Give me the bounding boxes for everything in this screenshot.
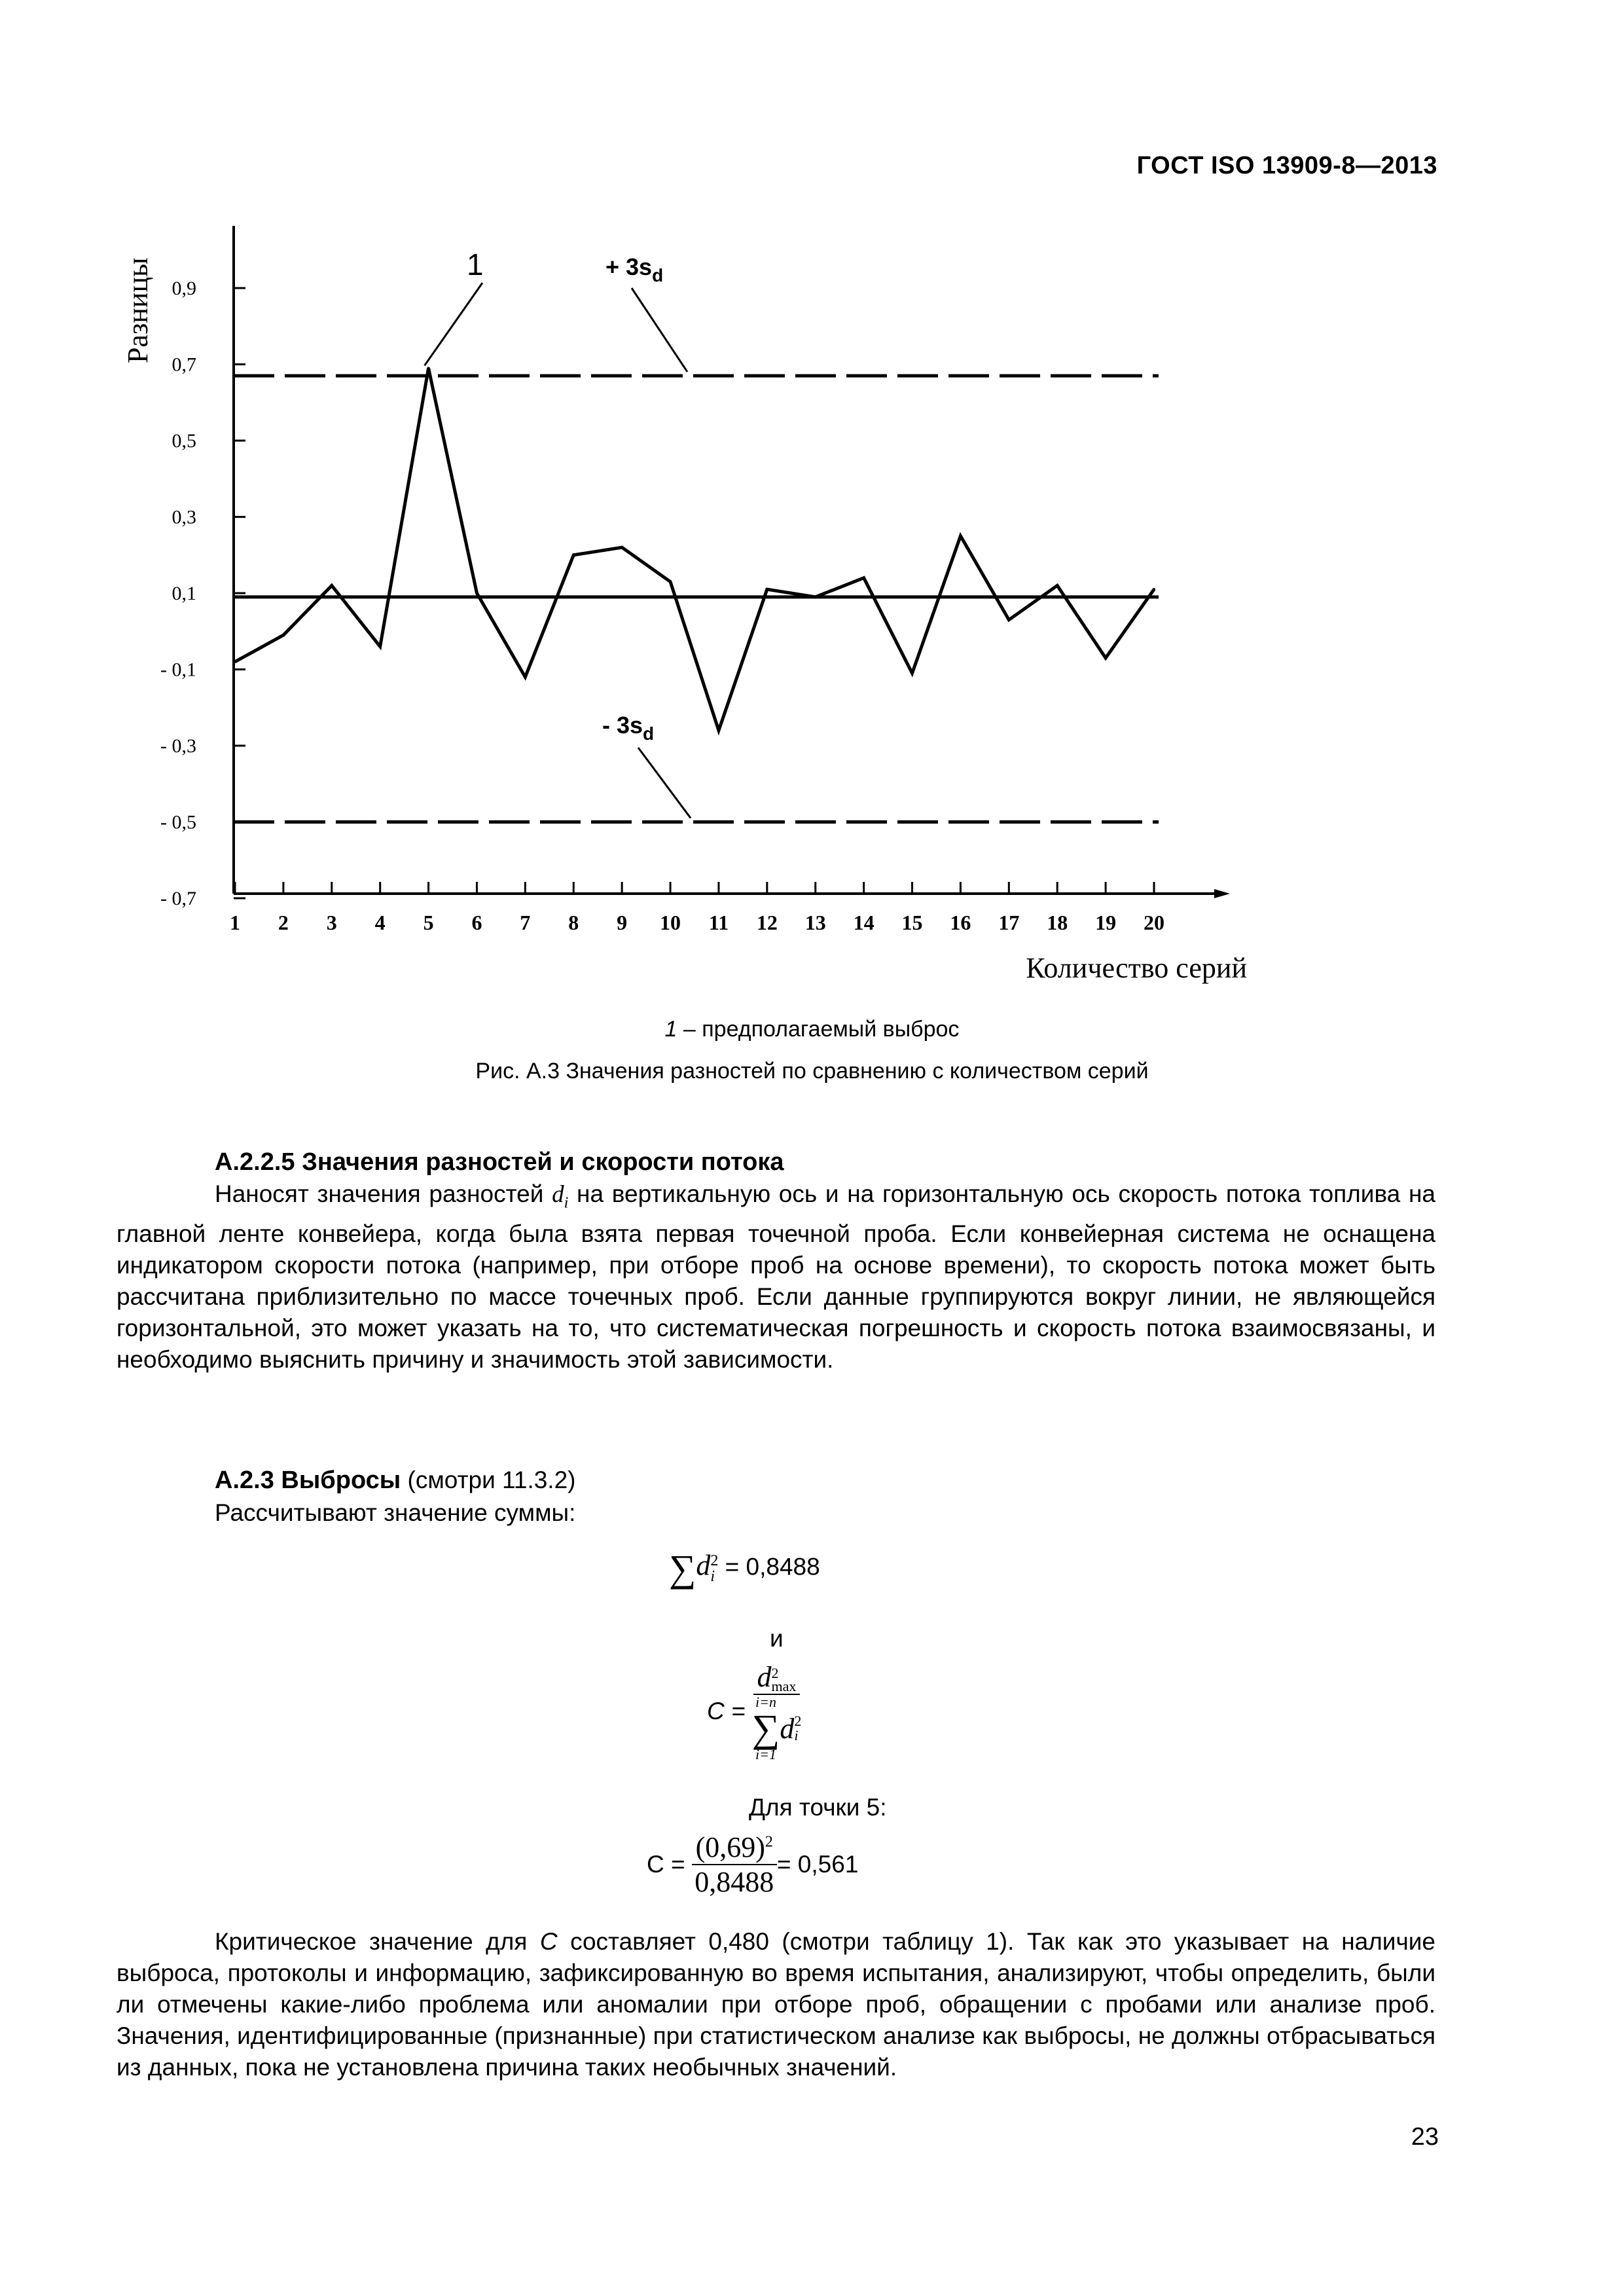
y-tick-label: 0,1 (171, 583, 196, 604)
x-tick-label: 14 (853, 911, 875, 934)
data-point (669, 581, 672, 583)
x-tick-label: 10 (660, 911, 681, 934)
x-tick-label: 8 (568, 911, 579, 934)
upper-limit-label: + $3s_d$ (605, 253, 664, 285)
y-tick-label: 0,3 (171, 506, 196, 528)
data-point (524, 676, 526, 678)
data-point (1007, 619, 1010, 621)
lower-limit-label: - $3s_d$ (602, 712, 655, 744)
data-point (475, 592, 478, 594)
point-label: Для точки 5: (749, 1794, 887, 1821)
figure-legend (0, 1017, 1624, 1042)
data-point (234, 661, 236, 663)
outlier-annotation-label: 1 (467, 247, 484, 282)
y-tick-label: - 0,3 (160, 735, 196, 757)
x-tick-label: 1 (230, 911, 240, 934)
x-axis-title: Количество серий (1026, 952, 1247, 984)
var-d: d (552, 1181, 564, 1208)
series-line (235, 368, 1154, 730)
section-a23-title: А.2.3 Выбросы (смотри 11.3.2) (215, 1467, 576, 1494)
legend-text: – предполагаемый выброс (677, 1017, 960, 1042)
x-tick-label: 9 (617, 911, 628, 934)
x-tick-label: 6 (471, 911, 482, 934)
data-point (766, 588, 768, 591)
upper-limit-leader (632, 288, 687, 372)
section-a225-paragraph: Наносят значения разностей $d_i$ на вертикальную ось и на горизонтальную ось скорость потока топлива на главной ленте конвейера, когда была взята первая точечной проба. Если конвейерная система не оснащена индикатором скорости потока (например, при отборе проб на основе времени), то скорость потока может быть рассчитана приблизительно по массе точечных проб. Если данные группируются вокруг линии, не являющейся горизонтальной, это может указать на то, что систематическая погрешность и скорость потока взаимосвязаны, и необходимо выяснить причину и значимость этой зависимости. (117, 1180, 1435, 1374)
c-formula: C = d 2 max i=n ∑ i=1 d 2 i (707, 1661, 802, 1762)
x-tick-label: 16 (950, 911, 971, 934)
data-point (331, 584, 333, 587)
data-point (1056, 584, 1058, 587)
c-point5-formula: С = $\frac{(0,69)^2}{0,8488}$ = 0,561 (647, 1831, 859, 1898)
and-word: и (770, 1625, 784, 1652)
y-axis-title: Разницы (122, 257, 154, 363)
x-tick-label: 5 (423, 911, 434, 934)
y-tick-label: 0,7 (171, 354, 196, 376)
var-c: C (539, 1928, 558, 1955)
figure-caption: Рис. А.3 Значения разностей по сравнению с количеством серий (475, 1059, 1149, 1084)
outlier-annotation-leader (425, 283, 482, 365)
x-tick-label: 3 (326, 911, 337, 934)
y-tick-label: - 0,7 (160, 888, 196, 909)
x-tick-label: 17 (998, 911, 1020, 934)
y-tick-label: 0,5 (171, 430, 196, 452)
data-point (863, 577, 865, 579)
x-tick-label: 20 (1144, 911, 1164, 934)
page-number: 23 (1411, 2123, 1439, 2151)
x-tick-label: 12 (756, 911, 778, 934)
x-tick-label: 13 (804, 911, 826, 934)
data-point (427, 367, 430, 369)
x-tick-label: 18 (1047, 911, 1068, 934)
data-point (621, 546, 623, 549)
critical-value-paragraph: Критическое значение для C составляет 0,480 (смотри таблицу 1). Так как это указывает на наличие выброса, протоколы и информацию, зафиксированную во время испытания, анализируют, чтобы определить, были ли отмечены какие-либо проблема или аномалии при отборе проб, обращении с пробами или анализе проб. Значения, идентифицированные (признанные) при статистическом анализе как выбросы, не должны отбрасываться из данных, пока не установлена причина таких необычных значений. (117, 1928, 1435, 2081)
legend-number: 1 (664, 1017, 677, 1042)
standard-header: ГОСТ ISO 13909-8—2013 (1136, 152, 1437, 179)
x-tick-label: 7 (520, 911, 531, 934)
sum-formula: ∑d 2 i = 0,8488 (669, 1547, 820, 1590)
data-point (1153, 588, 1155, 591)
x-tick-label: 4 (374, 911, 386, 934)
data-point (379, 646, 382, 648)
section-a225-title: А.2.2.5 Значения разностей и скорости потока (215, 1148, 784, 1176)
x-tick-label: 11 (708, 911, 729, 934)
x-tick-label: 15 (901, 911, 923, 934)
x-tick-label: 2 (278, 911, 289, 934)
data-point (911, 672, 914, 674)
data-point (282, 634, 285, 636)
x-axis-arrow (1214, 889, 1230, 898)
data-point (572, 554, 575, 556)
data-point (717, 729, 720, 732)
data-point (814, 596, 817, 598)
differences-chart (108, 216, 1260, 1002)
lower-limit-leader (638, 748, 691, 818)
section-a23-intro: Рассчитывают значение суммы: (215, 1499, 576, 1526)
x-tick-label: 19 (1095, 911, 1117, 934)
y-tick-label: - 0,1 (160, 659, 196, 681)
data-point (1104, 657, 1107, 659)
data-point (959, 535, 962, 538)
y-tick-label: - 0,5 (160, 811, 196, 833)
y-tick-label: 0,9 (171, 278, 196, 299)
